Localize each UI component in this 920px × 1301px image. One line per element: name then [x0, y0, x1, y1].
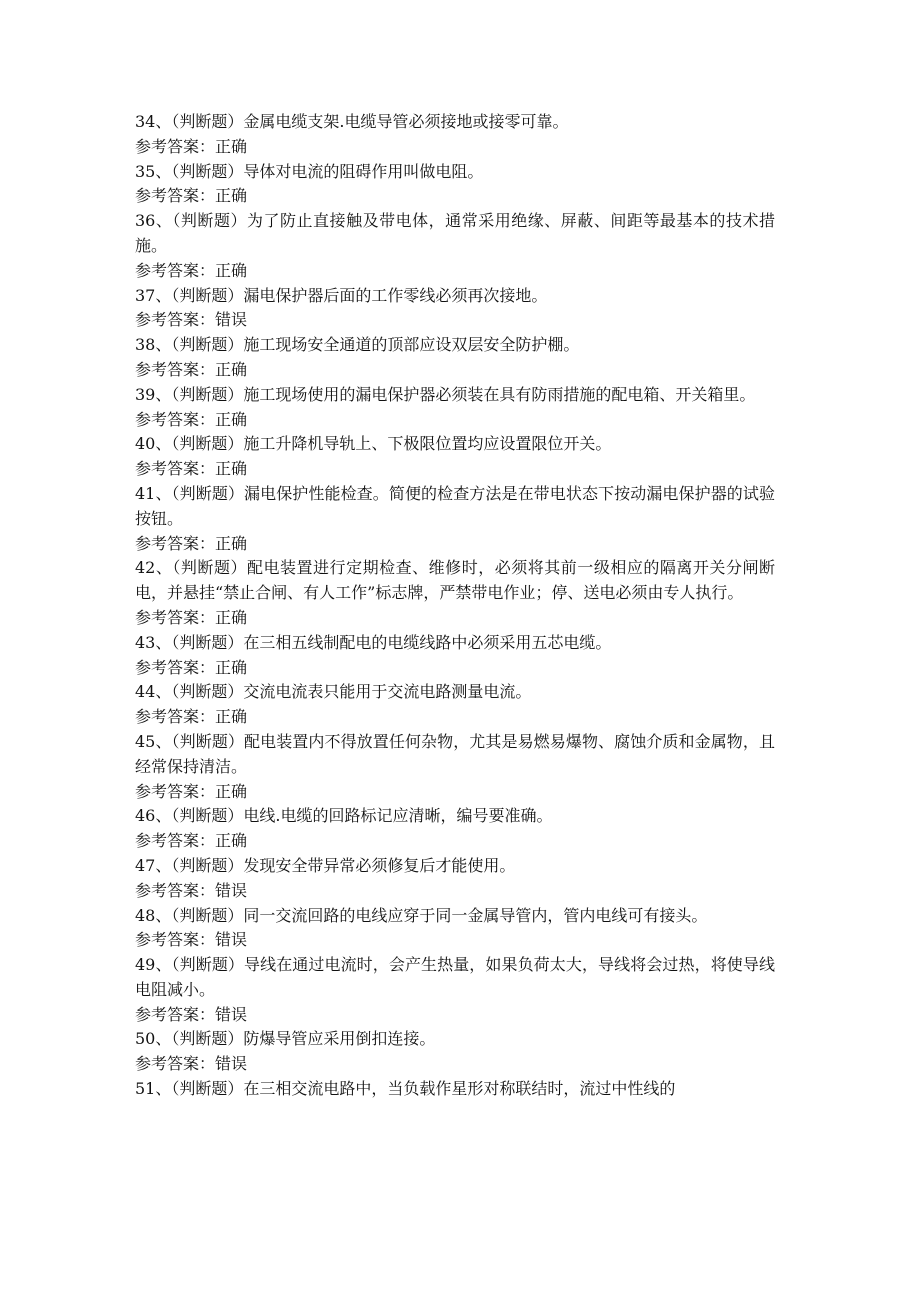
answer-43: 参考答案：正确 [135, 657, 248, 677]
question-47: 47、（判断题）发现安全带异常必须修复后才能使用。 [135, 855, 516, 875]
question-35: 35、（判断题）导体对电流的阻碍作用叫做电阻。 [135, 161, 484, 181]
answer-47: 参考答案：错误 [135, 880, 248, 900]
answer-41: 参考答案：正确 [135, 533, 248, 553]
answer-49: 参考答案：错误 [135, 1004, 248, 1024]
question-43: 43、（判断题）在三相五线制配电的电缆线路中必须采用五芯电缆。 [135, 632, 612, 652]
answer-39: 参考答案：正确 [135, 409, 248, 429]
question-41: 41、（判断题）漏电保护性能检查。简便的检查方法是在带电状态下按动漏电保护器的试验按钮。 [135, 483, 775, 528]
answer-45: 参考答案：正确 [135, 781, 248, 801]
answer-50: 参考答案：错误 [135, 1054, 248, 1074]
question-36: 36、（判断题）为了防止直接触及带电体，通常采用绝缘、屏蔽、间距等最基本的技术措施。 [135, 211, 775, 255]
answer-48: 参考答案：错误 [135, 930, 248, 950]
answer-42: 参考答案：正确 [135, 607, 248, 627]
question-38: 38、（判断题）施工现场安全通道的顶部应设双层安全防护棚。 [135, 335, 580, 355]
answer-38: 参考答案：正确 [135, 359, 248, 379]
question-49: 49、（判断题）导线在通过电流时，会产生热量，如果负荷太大，导线将会过热，将使导线电阻减小。 [135, 955, 775, 999]
answer-35: 参考答案：正确 [135, 186, 248, 206]
question-44: 44、（判断题）交流电流表只能用于交流电路测量电流。 [135, 682, 532, 702]
question-34: 34、（判断题）金属电缆支架.电缆导管必须接地或接零可靠。 [135, 112, 569, 131]
question-51: 51、（判断题）在三相交流电路中，当负载作星形对称联结时，流过中性线的 [135, 1079, 676, 1099]
answer-46: 参考答案：正确 [135, 831, 248, 851]
question-42: 42、（判断题）配电装置进行定期检查、维修时，必须将其前一级相应的隔离开关分闸断电，并悬挂“禁止合闸、有人工作”标志牌，严禁带电作业；停、送电必须由专人执行。 [135, 558, 775, 603]
question-40: 40、（判断题）施工升降机导轨上、下极限位置均应设置限位开关。 [135, 434, 612, 454]
answer-40: 参考答案：正确 [135, 459, 248, 479]
question-50: 50、（判断题）防爆导管应采用倒扣连接。 [135, 1029, 436, 1049]
answer-34: 参考答案：正确 [135, 136, 248, 156]
question-45: 45、（判断题）配电装置内不得放置任何杂物，尤其是易燃易爆物、腐蚀介质和金属物，且经常保持清洁。 [135, 731, 775, 776]
document-page [135, 110, 775, 1102]
question-46: 46、（判断题）电线.电缆的回路标记应清晰，编号要准确。 [135, 806, 553, 826]
question-37: 37、（判断题）漏电保护器后面的工作零线必须再次接地。 [135, 285, 548, 305]
question-48: 48、（判断题）同一交流回路的电线应穿于同一金属导管内，管内电线可有接头。 [135, 905, 708, 925]
answer-36: 参考答案：正确 [135, 260, 248, 280]
question-39: 39、（判断题）施工现场使用的漏电保护器必须装在具有防雨措施的配电箱、开关箱里。 [135, 384, 756, 404]
answer-37: 参考答案：错误 [135, 310, 248, 330]
answer-44: 参考答案：正确 [135, 707, 248, 727]
